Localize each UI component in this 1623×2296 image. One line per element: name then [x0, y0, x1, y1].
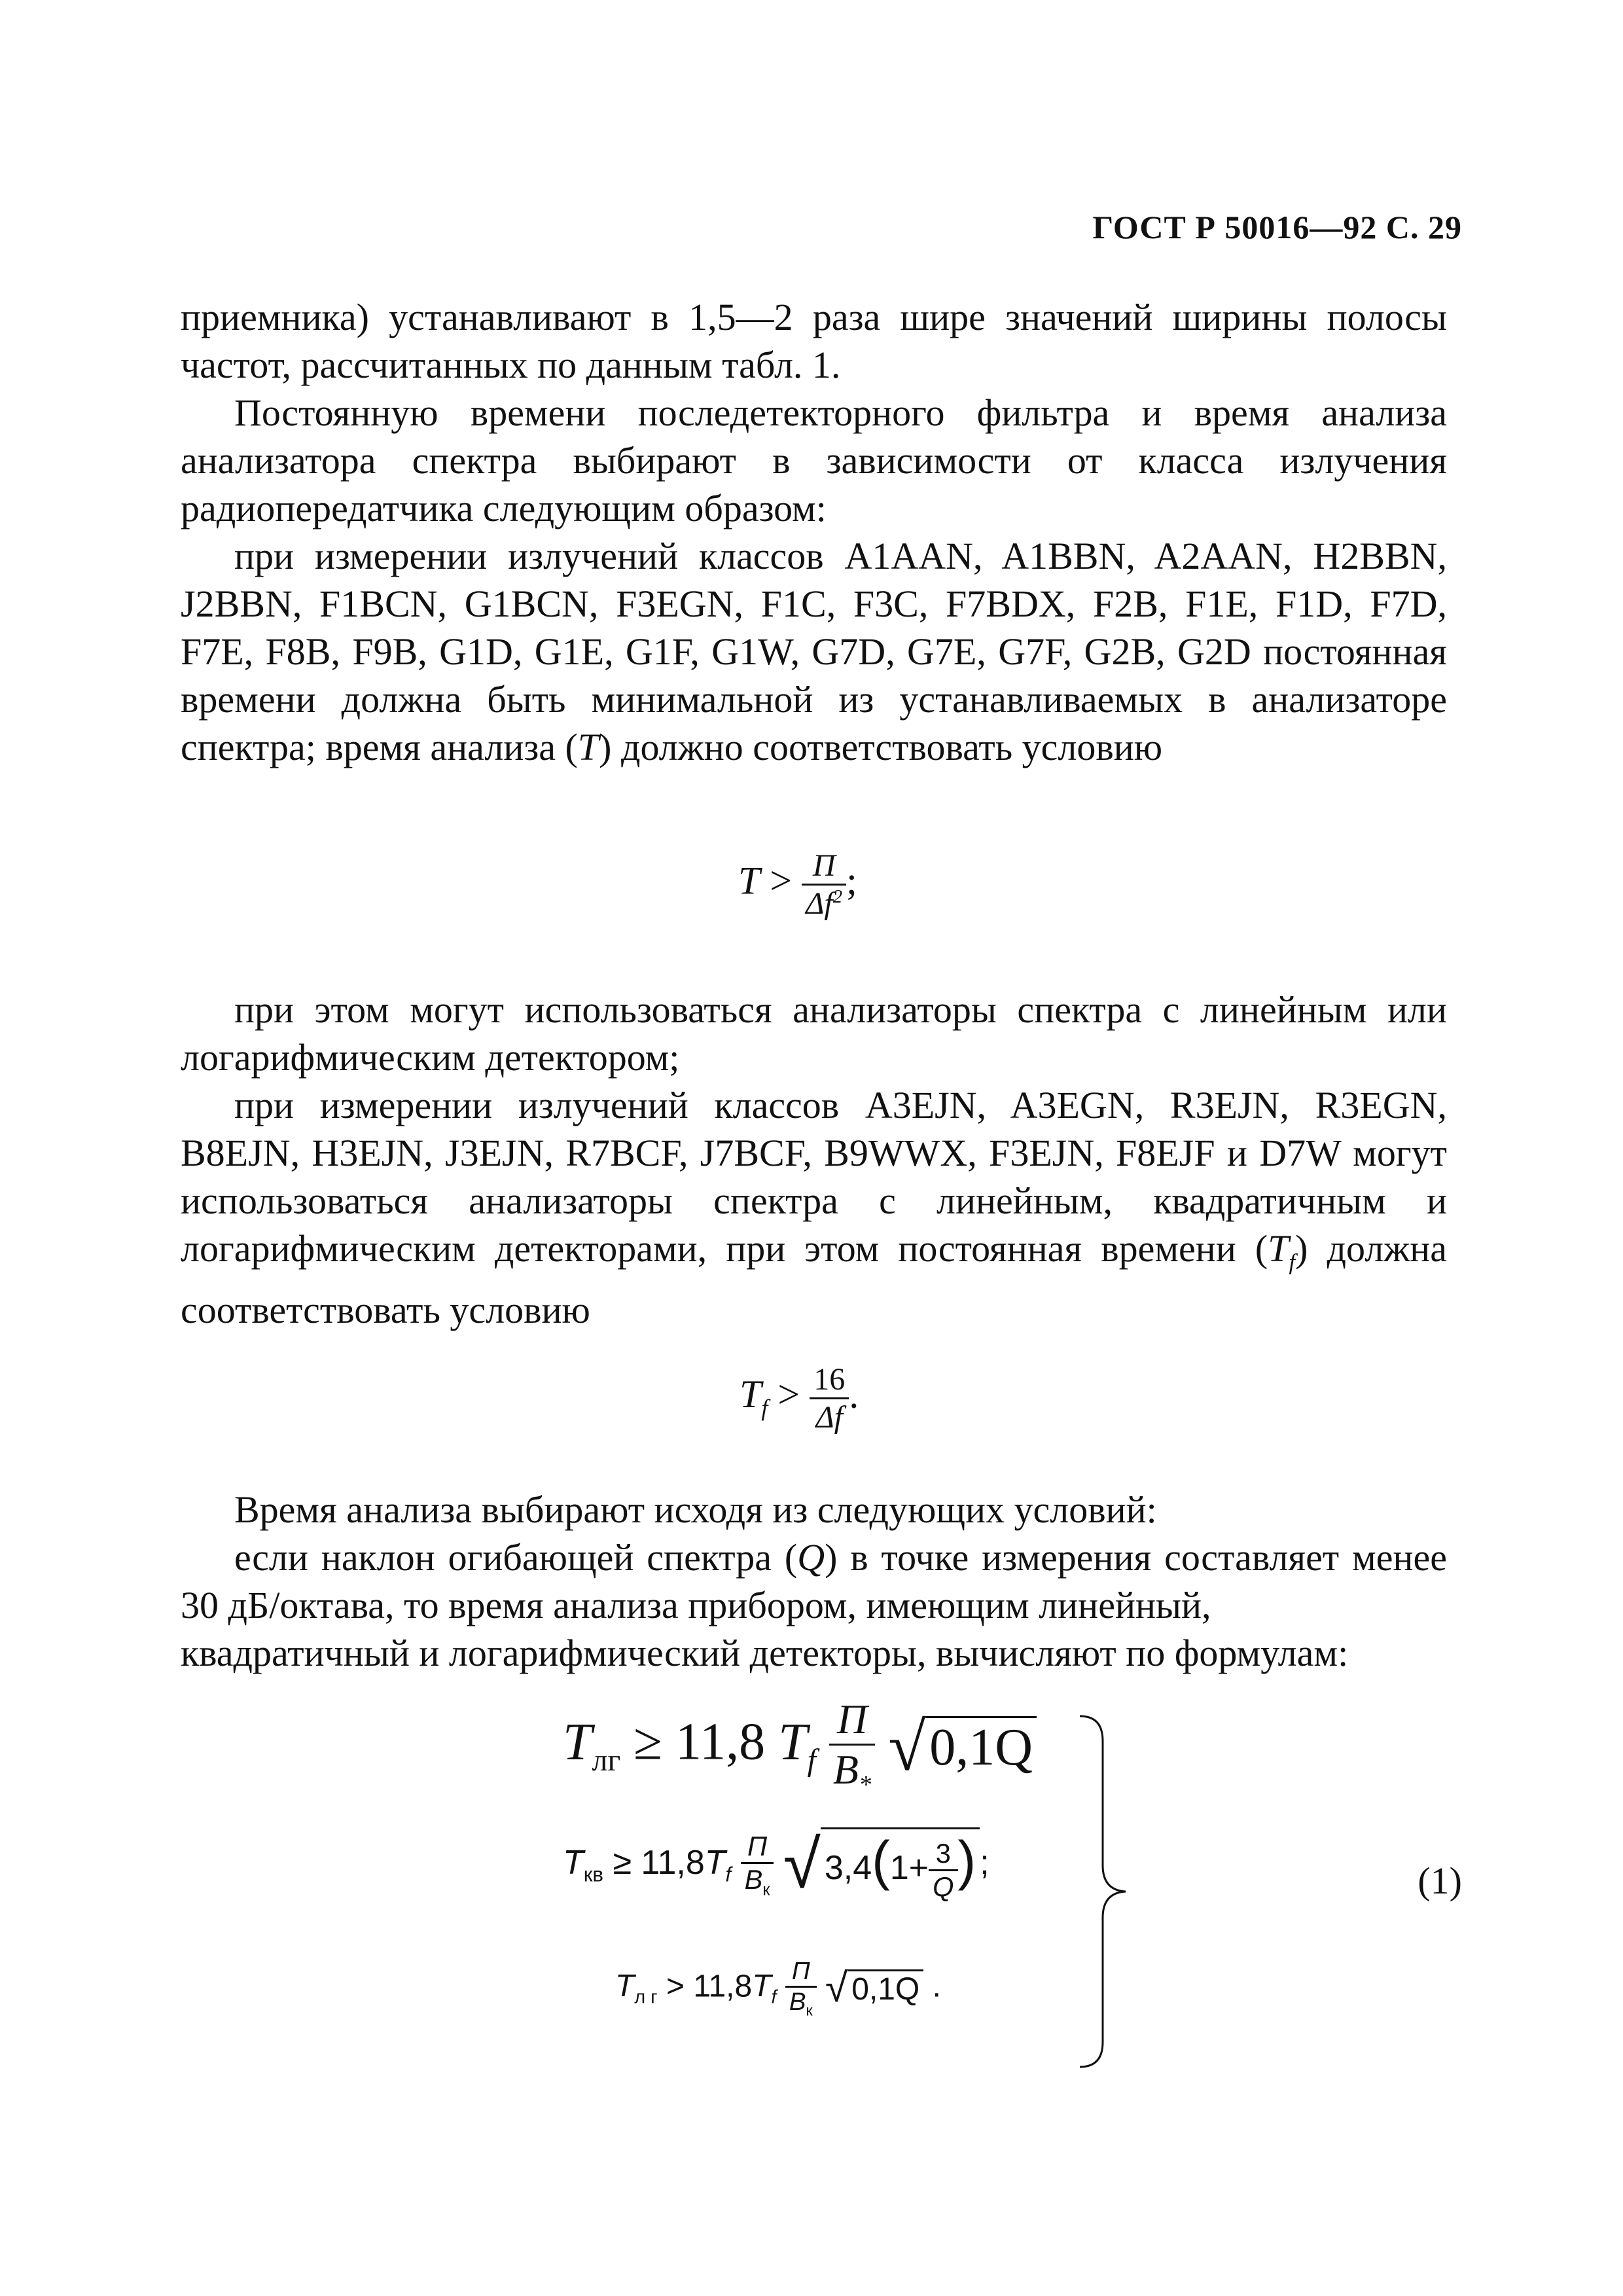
formula-5-op: > 11,8 [666, 1969, 753, 2004]
formula-4-tail: ; [980, 1844, 990, 1882]
equation-number: (1) [1418, 1859, 1462, 1902]
paragraph-8: квадратичный и логарифмический детекторы, вычисляют по формулам: [181, 1632, 1349, 1674]
var-q: Q [797, 1536, 825, 1579]
formula-5-tail: . [932, 1969, 941, 2004]
formula-3-tf: $T_f$ [778, 1713, 816, 1778]
formula-5 [615, 1957, 941, 2019]
paragraph-7-text: если наклон огибающей спектра ( [234, 1536, 798, 1579]
formula-1-op: > [770, 859, 793, 903]
formula-4-tf: $T_f$ [704, 1844, 732, 1886]
var-tf: $T_f$ [1268, 1227, 1296, 1275]
formula-5-tf: $T_f$ [752, 1969, 777, 2008]
paragraph-2: Постоянную времени последетекторного фильтра и время анализа анализатора спектра выбирают в зависимости от класса излучения радиопередатчика следующим образом: [181, 391, 1447, 529]
formula-2 [740, 1361, 859, 1435]
formula-4-root: √ 3,4(1+ $\frac{3}{Q}$ ) [783, 1826, 980, 1904]
paragraph-5-text: при измерении излучений классов A3EJN, A3EGN, R3EJN, R3EGN, B8EJN, H3EJN, J3EJN, R7BCF, J7BCF, B9WWX, F3EJN, F8EJF и D7W могут использоваться анализаторы спектра с линейным, квадратичным и логарифмическим детекторами, при этом постоянная времени ( [181, 1084, 1447, 1270]
formula-5-lhs: $T_{л г}$ [615, 1969, 658, 2008]
formula-3-root: √0,1Q [888, 1708, 1037, 1786]
paragraph-1: приемника) устанавливают в 1,5—2 раза шире значений ширины полосы частот, рассчитанных по данным табл. 1. [181, 296, 1447, 386]
formula-5-root: √ 0,1Q [825, 1965, 923, 2011]
paragraph-4: при этом могут использоваться анализаторы спектра с линейным или логарифмическим детектором; [181, 988, 1447, 1079]
paragraph-7-end: ) в точке измерения составляет менее 30 дБ/октава, то время анализа прибором, имеющим линейный, [181, 1536, 1447, 1626]
formula-1-den: $\Delta f^2$ [806, 886, 843, 922]
paragraph-5-end: ) должна соответствовать условию [181, 1227, 1448, 1331]
var-t: T [577, 726, 599, 768]
paragraph-3 [181, 532, 1447, 771]
formula-3-lhs: $T_{лг}$ [563, 1713, 621, 1778]
formula-2-op: > [777, 1372, 800, 1416]
paragraph-6: Время анализа выбирают исходя из следующих условий: [234, 1488, 1157, 1531]
formula-4-lhs: $T_{кв}$ [563, 1844, 603, 1886]
right-brace [1073, 1715, 1132, 2068]
paragraph-5 [181, 1081, 1447, 1334]
paragraph-7 [181, 1534, 1447, 1629]
paragraph-3-text: при измерении излучений классов A1AAN, A1BBN, A2AAN, H2BBN, J2BBN, F1BCN, G1BCN, F3EGN, F1C, F3C, F7BDX, F2B, F1E, F1D, F7D, F7E, F8B, F9B, G1D, G1E, G1F, G1W, G7D, G7E, G7F, G2B, G2D постоянная времени должна быть минимальной из устанавливаемых в анализаторе спектра; время анализа ( [181, 535, 1447, 768]
page-header: ГОСТ Р 50016—92 С. 29 [1092, 209, 1462, 245]
formula-3-fraction: $\frac{П}{B_*}$ [829, 1695, 875, 1799]
formula-2-fraction [810, 1361, 849, 1435]
formula-4-op: ≥ 11,8 [613, 1844, 705, 1882]
formula-5-fraction: $\frac{П}{B_к}$ [785, 1957, 817, 2019]
formula-4-fraction: $\frac{П}{B_к}$ [741, 1831, 774, 1899]
formula-3 [563, 1695, 1037, 1799]
formula-4 [563, 1826, 990, 1904]
formula-1-num: П [802, 848, 846, 886]
formula-1-lhs: T [738, 859, 760, 903]
formula-2-den: Δf [815, 1400, 843, 1435]
formula-1-fraction [802, 848, 846, 922]
formula-2-lhs: $T_f$ [740, 1372, 768, 1422]
paragraph-3-end: ) должно соответствовать условию [599, 726, 1163, 768]
formula-2-tail: . [849, 1372, 859, 1416]
formula-3-op: ≥ 11,8 [633, 1713, 766, 1771]
formula-1-tail: ; [846, 859, 857, 903]
formula-1 [738, 848, 857, 922]
formula-2-num: 16 [810, 1361, 849, 1399]
